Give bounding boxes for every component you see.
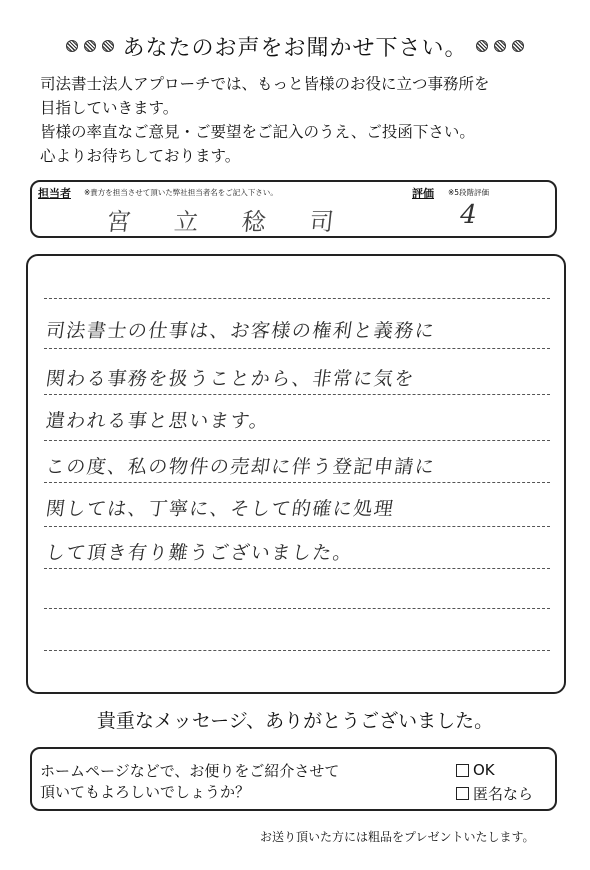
dotted-circle-icon (494, 40, 506, 52)
intro-line: 目指していきます。 (40, 99, 179, 117)
comment-line: して頂き有り難うございました。 (44, 542, 355, 564)
thanks-message: 貴重なメッセージ、ありがとうございました。 (96, 710, 494, 732)
staff-label: 担当者 (38, 187, 71, 200)
comment-line: 関しては、丁寧に、そして的確に処理 (44, 498, 396, 520)
consent-section (30, 747, 557, 811)
staff-section (30, 180, 557, 238)
comment-line: この度、私の物件の売却に伴う登記申請に (44, 456, 437, 478)
rating-field[interactable]: 4 (456, 200, 480, 230)
dashed-rule (44, 394, 550, 395)
intro-line: 皆様の率直なご意見・ご要望をご記入のうえ、ご投函下さい。 (40, 123, 475, 141)
evaluation-label: 評価 (412, 187, 434, 200)
checkbox-icon[interactable] (456, 764, 469, 777)
comment-box[interactable] (26, 254, 566, 694)
comment-line: 関わる事務を扱うことから、非常に気を (44, 368, 417, 390)
dashed-rule (44, 298, 550, 299)
dotted-circle-icon (512, 40, 524, 52)
title-text: あなたのお声をお聞かせ下さい。 (122, 35, 468, 61)
dotted-circle-icon (84, 40, 96, 52)
comment-line: 遣われる事と思います。 (44, 410, 272, 432)
comment-line: 司法書士の仕事は、お客様の権利と義務に (44, 320, 437, 342)
dashed-rule (44, 348, 550, 349)
checkbox-icon[interactable] (456, 787, 469, 800)
intro-line: 司法書士法人アプローチでは、もっと皆様のお役に立つ事務所を (40, 75, 490, 93)
dashed-rule (44, 440, 550, 441)
option-anonymous[interactable] (456, 783, 533, 804)
dashed-rule (44, 650, 550, 651)
dashed-rule (44, 568, 550, 569)
staff-note: ※貴方を担当させて頂いた弊社担当者名をご記入下さい。 (84, 188, 278, 197)
staff-name-field[interactable]: 宮 立 稔 司 (105, 208, 354, 236)
option-ok[interactable] (456, 761, 495, 779)
option-ok-label: OK (473, 761, 495, 779)
footer-note: お送り頂いた方には粗品をプレゼントいたします。 (260, 830, 535, 844)
dotted-circle-icon (102, 40, 114, 52)
consent-question (40, 761, 339, 803)
right-dots (476, 40, 524, 52)
page-title (0, 28, 590, 64)
dotted-circle-icon (66, 40, 78, 52)
intro-text (40, 72, 580, 168)
dotted-circle-icon (476, 40, 488, 52)
option-anonymous-label: 匿名なら (473, 785, 534, 803)
dashed-rule (44, 608, 550, 609)
dashed-rule (44, 482, 550, 483)
dashed-rule (44, 526, 550, 527)
consent-question-line: 頂いてもよろしいでしょうか？ (40, 783, 251, 801)
consent-question-line: ホームページなどで、お便りをご紹介させて (40, 762, 340, 780)
left-dots (66, 40, 114, 52)
intro-line: 心よりお待ちしております。 (40, 147, 241, 165)
evaluation-note: ※5段階評価 (448, 188, 490, 197)
